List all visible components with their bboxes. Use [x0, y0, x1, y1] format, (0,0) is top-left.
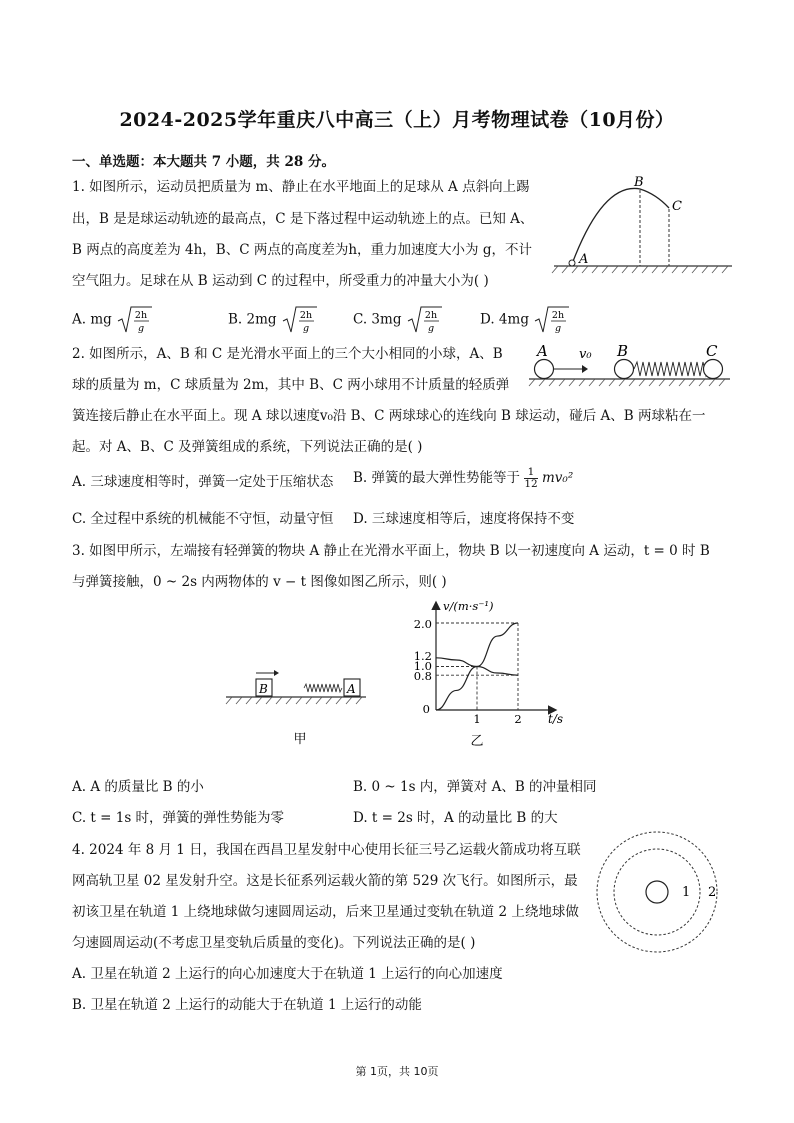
q1-trajectory-figure [548, 172, 734, 274]
svg-text:g: g [555, 323, 562, 334]
q2-option-c[interactable]: C. 全过程中系统的机械能不守恒，动量守恒 [72, 511, 334, 527]
q3-block-b: B [259, 682, 268, 696]
chart-y-tick-0-8: 0.8 [413, 669, 432, 683]
q3-option-b[interactable]: B. 0 ~ 1s 内，弹簧对 A、B 的冲量相同 [353, 779, 597, 795]
q2-label-c: C [706, 342, 718, 360]
q2-option-a[interactable]: A. 三球速度相等时，弹簧一定处于压缩状态 [72, 474, 334, 490]
q1-option-a[interactable]: A. mg 2h g [72, 305, 154, 335]
q3-block-a: A [347, 682, 356, 696]
q4-orbit-figure [595, 830, 735, 955]
q3-line-1: 3. 如图甲所示，左端接有轻弹簧的物块 A 静止在光滑水平面上，物块 B 以一初速度向 A 运动，t = 0 时 B [72, 543, 710, 559]
svg-text:g: g [302, 323, 309, 334]
q4-line-4: 匀速圆周运动(不考虑卫星变轨后质量的变化)。下列说法正确的是( ) [72, 935, 476, 951]
q3-option-d[interactable]: D. t = 2s 时，A 的动量比 B 的大 [353, 810, 558, 826]
q3-caption-yi: 乙 [470, 734, 484, 749]
q4-line-3: 初该卫星在轨道 1 上绕地球做匀速圆周运动，后来卫星通过变轨在轨道 2 上绕地球做 [72, 904, 579, 920]
q1-line-4: 空气阻力。足球在从 B 运动到 C 的过程中，所受重力的冲量大小为( ) [72, 273, 489, 289]
q3-option-a[interactable]: A. A 的质量比 B 的小 [72, 779, 204, 795]
chart-y-tick-1-2: 1.2 [413, 649, 432, 663]
q4-option-b[interactable]: B. 卫星在轨道 2 上运行的动能大于在轨道 1 上运行的动能 [72, 997, 422, 1013]
q2-option-b[interactable]: B. 弹簧的最大弹性势能等于 $\frac{1}{12}$ mv₀² [353, 466, 574, 490]
q1-line-2: 出，B 是是球运动轨迹的最高点，C 是下落过程中运动轨迹上的点。已知 A、 [72, 211, 534, 227]
q1-label-a: A [579, 252, 589, 267]
chart-x-label: t/s [548, 712, 564, 726]
q3-line-2: 与弹簧接触，0 ~ 2s 内两物体的 v − t 图像如图乙所示，则( ) [72, 574, 447, 590]
svg-text:2h: 2h [424, 310, 437, 321]
q2-label-a: A [537, 342, 548, 360]
q2-label-v0: v₀ [579, 347, 592, 362]
page-footer: 第 1页，共 10页 [355, 1065, 439, 1078]
svg-text:2h: 2h [299, 310, 312, 321]
q4-line-1: 4. 2024 年 8 月 1 日，我国在西昌卫星发射中心使用长征三号乙运载火箭成功将互联 [72, 842, 581, 858]
section-heading: 一、单选题：本大题共 7 小题，共 28 分。 [72, 154, 335, 170]
q2-balls-figure [527, 339, 732, 387]
svg-text:g: g [427, 323, 434, 334]
q1-option-b[interactable]: B. 2mg 2h g [228, 305, 319, 335]
orbit-2-label: 2 [708, 885, 717, 900]
svg-text:g: g [138, 323, 145, 334]
q3-caption-jia: 甲 [293, 732, 307, 747]
chart-y-tick-2: 2.0 [413, 617, 432, 631]
q2-option-d[interactable]: D. 三球速度相等后，速度将保持不变 [353, 511, 575, 527]
page-title: 2024-2025学年重庆八中高三（上）月考物理试卷（10月份） [119, 109, 675, 131]
q1-option-c[interactable]: C. 3mg 2h g [353, 305, 444, 335]
q2-line-2: 球的质量为 m，C 球质量为 2m，其中 B、C 两小球用不计质量的轻质弹 [72, 377, 510, 393]
chart-x-tick-1: 1 [473, 712, 481, 726]
earth-icon [646, 881, 668, 903]
chart-origin: 0 [422, 702, 430, 716]
q2-line-3: 簧连接后静止在水平面上。现 A 球以速度v₀沿 B、C 两球球心的连线向 B 球运动，碰后 A、B 两球粘在一 [72, 408, 706, 424]
q2-line-4: 起。对 A、B、C 及弹簧组成的系统，下列说法正确的是( ) [72, 439, 423, 455]
q2-label-b: B [617, 342, 629, 360]
svg-text:2h: 2h [134, 310, 148, 321]
chart-y-label: v/(m·s⁻¹) [443, 599, 494, 613]
q1-label-b: B [634, 175, 644, 190]
q2-line-1: 2. 如图所示，A、B 和 C 是光滑水平面上的三个大小相同的小球，A、B [72, 346, 503, 362]
q4-line-2: 网高轨卫星 02 星发射升空。这是长征系列运载火箭的第 529 次飞行。如图所示，最 [72, 873, 578, 889]
q1-line-1: 1. 如图所示，运动员把质量为 m、静止在水平地面上的足球从 A 点斜向上踢 [72, 179, 530, 195]
chart-y-tick-1-0: 1.0 [413, 659, 432, 673]
q3-vt-chart [400, 595, 585, 755]
chart-x-tick-2: 2 [514, 712, 522, 726]
q3-option-c[interactable]: C. t = 1s 时，弹簧的弹性势能为零 [72, 810, 285, 826]
q1-label-c: C [672, 199, 682, 214]
q4-option-a[interactable]: A. 卫星在轨道 2 上运行的向心加速度大于在轨道 1 上运行的向心加速度 [72, 966, 503, 982]
q1-option-d[interactable]: D. 4mg 2h g [480, 305, 571, 335]
svg-text:2h: 2h [552, 310, 565, 321]
q3-fig-jia [220, 665, 380, 755]
q1-line-3: B 两点的高度差为 4h，B、C 两点的高度差为h，重力加速度大小为 g，不计 [72, 242, 532, 258]
orbit-1-label: 1 [682, 885, 691, 900]
